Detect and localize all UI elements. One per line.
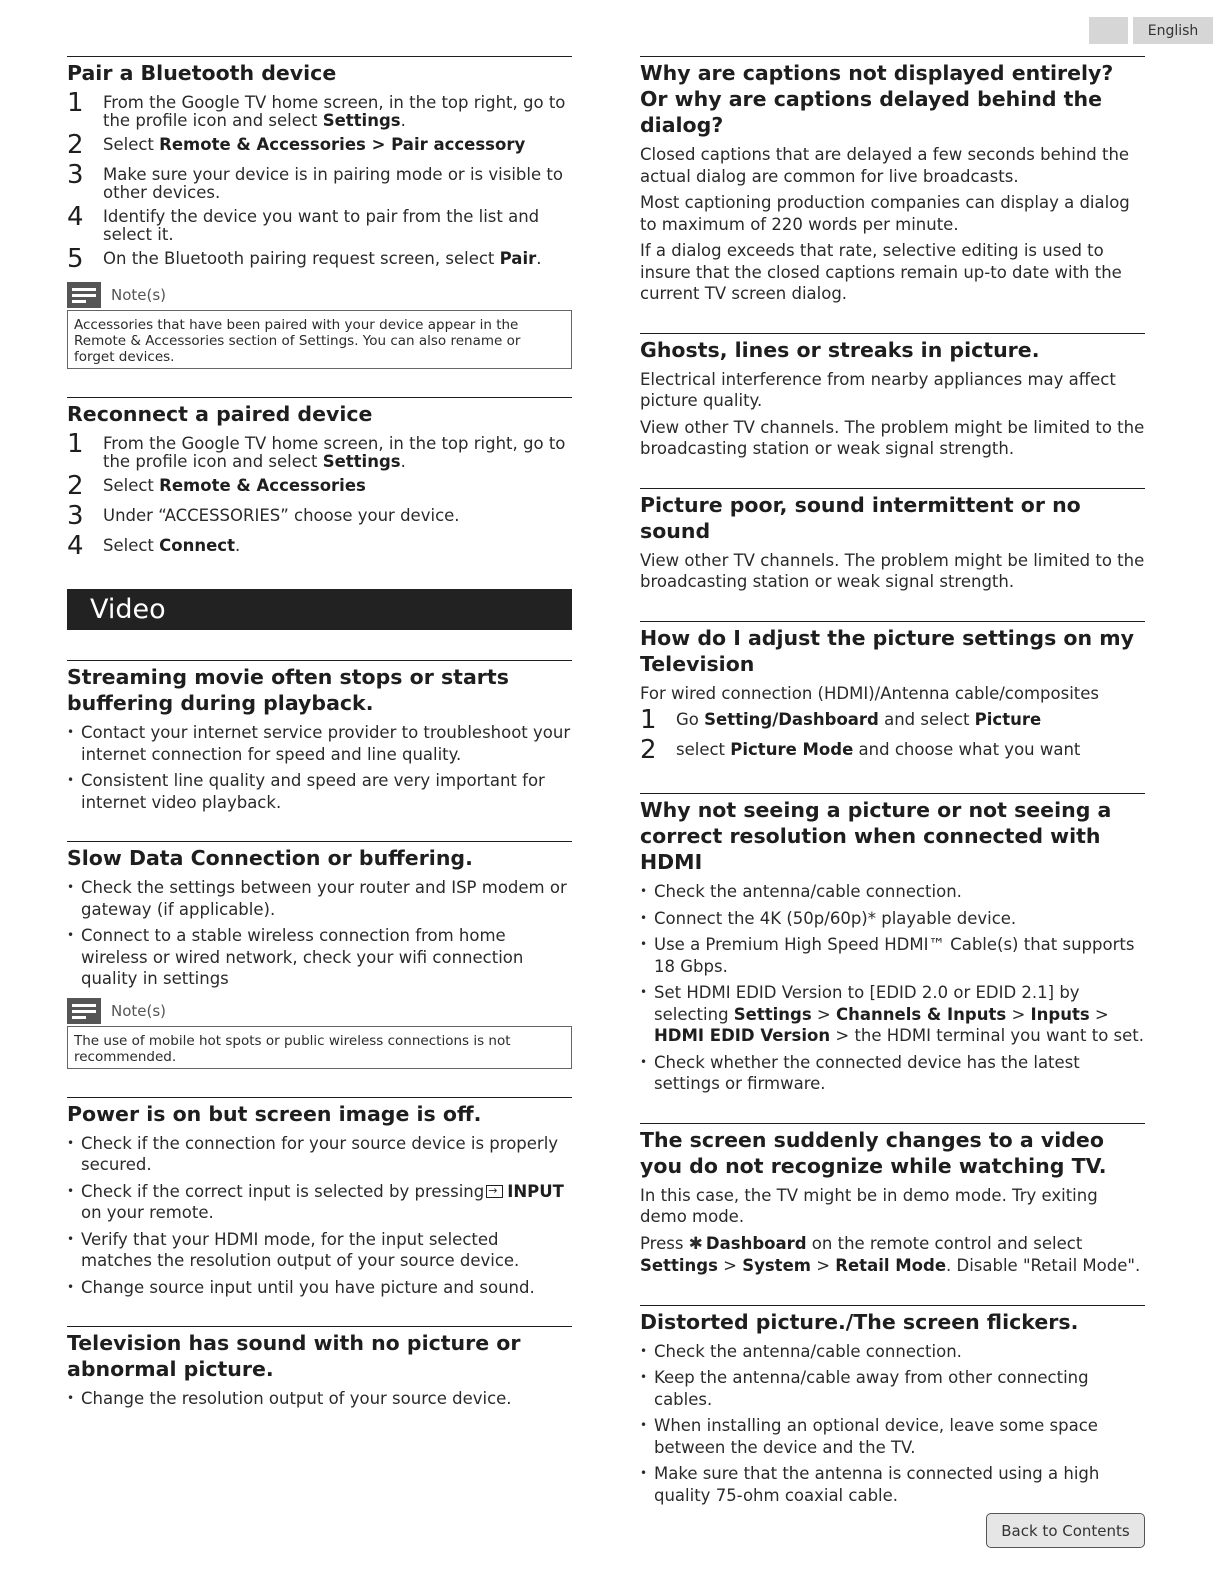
language-tab[interactable]: English — [1133, 17, 1213, 44]
bullet-list — [640, 1341, 1145, 1507]
section-title: How do I adjust the picture settings on my Television — [640, 625, 1134, 676]
step-number: 1 — [640, 705, 657, 735]
bullet-list — [67, 722, 572, 813]
paragraph: If a dialog exceeds that rate, selective editing is used to insure that the closed captions remain up-to date with the current TV screen dialog. — [640, 241, 1122, 303]
section-title: The screen suddenly changes to a video you do not recognize while watching TV. — [640, 1127, 1107, 1178]
section-title: Television has sound with no picture or abnormal picture. — [67, 1331, 521, 1381]
gear-icon: ✱ — [688, 1233, 703, 1254]
section-title: Power is on but screen image is off. — [67, 1101, 482, 1126]
step-number: 3 — [67, 160, 84, 190]
section-title: Why are captions not displayed entirely? Or why are captions delayed behind the dialog? — [640, 61, 1114, 137]
bullet-item: • Verify that your HDMI mode, for the input selected matches the resolution output of your source device. — [67, 1229, 572, 1272]
section-title: Ghosts, lines or streaks in picture. — [640, 337, 1040, 362]
section-adjust-picture — [640, 621, 1145, 766]
adjust-steps — [640, 705, 1145, 765]
section-slow-data — [67, 841, 572, 1069]
section-title: Distorted picture./The screen flickers. — [640, 1309, 1079, 1334]
note-label: Note(s) — [111, 1001, 167, 1020]
bullet-item: • Check if the connection for your source device is properly secured. — [67, 1133, 572, 1176]
paragraph: In this case, the TV might be in demo mode. Try exiting demo mode. — [640, 1185, 1098, 1226]
section-title: Streaming movie often stops or starts buffering during playback. — [67, 665, 509, 715]
note-header — [67, 998, 572, 1024]
paragraph: Closed captions that are delayed a few seconds behind the actual dialog are common for live broadcasts. — [640, 145, 1130, 186]
bullet-item: • Check whether the connected device has the latest settings or firmware. — [640, 1052, 1145, 1095]
section-captions — [640, 56, 1145, 305]
bullet-item: • Check the antenna/cable connection. — [640, 881, 1145, 903]
bullet-item: • Make sure that the antenna is connected using a high quality 75-ohm coaxial cable. — [640, 1463, 1145, 1506]
reconnect-steps — [67, 429, 572, 561]
bullet-item: • Check if the correct input is selected by pressing→ INPUT on your remote. — [67, 1181, 572, 1224]
section-title: Why not seeing a picture or not seeing a correct resolution when connected with HDMI — [640, 798, 1112, 874]
paragraph: View other TV channels. The problem might be limited to the broadcasting station or weak signal strength. — [640, 417, 1145, 458]
bullet-list — [640, 881, 1145, 1095]
step: 2 Select Remote & Accessories — [67, 471, 366, 501]
step: 5 On the Bluetooth pairing request screen, select Pair. — [67, 244, 542, 274]
paragraph: Electrical interference from nearby appliances may affect picture quality. — [640, 369, 1116, 410]
step-number: 2 — [67, 471, 84, 501]
bullet-list — [67, 877, 572, 990]
paragraph: Press ✱ Dashboard on the remote control and select Settings > System > Retail Mode. Disable "Retail Mode". — [640, 1233, 1141, 1275]
back-to-contents-button[interactable]: Back to Contents — [986, 1513, 1145, 1548]
section-power-on — [67, 1097, 572, 1299]
section-title: Reconnect a paired device — [67, 402, 373, 426]
bullet-item: • Keep the antenna/cable away from other connecting cables. — [640, 1367, 1145, 1410]
bullet-item: • Connect to a stable wireless connection from home wireless or wired network, check your wifi connection quality in settings — [67, 925, 572, 990]
bullet-item: • Use a Premium High Speed HDMI™ Cable(s) that supports 18 Gbps. — [640, 934, 1145, 977]
note-box: Accessories that have been paired with your device appear in the Remote & Accessories section of Settings. You can also rename or forget devices. — [67, 310, 572, 369]
step-number: 2 — [640, 735, 657, 765]
note-label: Note(s) — [111, 286, 167, 304]
video-banner: Video — [67, 589, 572, 630]
language-blank-tab[interactable] — [1089, 17, 1128, 44]
left-column — [67, 56, 572, 1438]
step: 3 Make sure your device is in pairing mode or is visible to other devices. — [67, 160, 563, 202]
step-number: 4 — [67, 531, 84, 561]
step: 2 select Picture Mode and choose what you want — [640, 735, 1081, 765]
step-number: 3 — [67, 501, 84, 531]
pair-steps — [67, 88, 572, 274]
step: 1 From the Google TV home screen, in the top right, go to the profile icon and select Settings. — [67, 88, 566, 130]
section-no-picture — [67, 1326, 572, 1410]
section-picture-poor — [640, 488, 1145, 593]
bullet-item: • Check the antenna/cable connection. — [640, 1341, 1145, 1363]
bullet-item: • Consistent line quality and speed are very important for internet video playback. — [67, 770, 572, 813]
input-icon — [486, 1185, 503, 1198]
step-number: 1 — [67, 88, 84, 118]
section-title: Picture poor, sound intermittent or no sound — [640, 492, 1081, 543]
bullet-item: • Connect the 4K (50p/60p)* playable device. — [640, 908, 1145, 930]
step: 1 From the Google TV home screen, in the top right, go to the profile icon and select Settings. — [67, 429, 566, 471]
step-number: 1 — [67, 429, 84, 459]
note-box: The use of mobile hot spots or public wireless connections is not recommended. — [67, 1026, 572, 1069]
step-number: 5 — [67, 244, 84, 274]
note-icon — [67, 282, 101, 308]
paragraph: Most captioning production companies can display a dialog to maximum of 220 words per minute. — [640, 193, 1130, 234]
step: 3 Under “ACCESSORIES” choose your device. — [67, 501, 460, 531]
step: 1 Go Setting/Dashboard and select Picture — [640, 705, 1042, 735]
bullet-item: • Set HDMI EDID Version to [EDID 2.0 or EDID 2.1] by selecting Settings > Channels & Inputs > Inputs > HDMI EDID Version > the HDMI terminal you want to set. — [640, 982, 1145, 1047]
bullet-item: • Change source input until you have picture and sound. — [67, 1277, 572, 1299]
section-ghosts — [640, 333, 1145, 460]
step-number: 2 — [67, 130, 84, 160]
note-icon — [67, 998, 101, 1024]
note-header — [67, 282, 572, 308]
section-hdmi — [640, 793, 1145, 1095]
section-streaming — [67, 660, 572, 813]
step: 4 Select Connect. — [67, 531, 241, 561]
section-title: Pair a Bluetooth device — [67, 61, 337, 85]
bullet-item: • When installing an optional device, leave some space between the device and the TV. — [640, 1415, 1145, 1458]
step-number: 4 — [67, 202, 84, 232]
section-pair-bluetooth — [67, 56, 572, 369]
bullet-item: • Change the resolution output of your source device. — [67, 1388, 572, 1410]
step: 2 Select Remote & Accessories > Pair accessory — [67, 130, 526, 160]
bullet-list — [67, 1133, 572, 1299]
paragraph: View other TV channels. The problem might be limited to the broadcasting station or weak signal strength. — [640, 550, 1145, 591]
section-demo-mode — [640, 1123, 1145, 1277]
bullet-item: • Contact your internet service provider to troubleshoot your internet connection for speed and line quality. — [67, 722, 572, 765]
section-distorted — [640, 1305, 1145, 1507]
section-reconnect — [67, 397, 572, 561]
bullet-item: • Check the settings between your router and ISP modem or gateway (if applicable). — [67, 877, 572, 920]
paragraph: For wired connection (HDMI)/Antenna cable/composites — [640, 683, 1099, 703]
right-column — [640, 56, 1145, 1534]
bullet-list — [67, 1388, 572, 1410]
step: 4 Identify the device you want to pair from the list and select it. — [67, 202, 540, 244]
section-title: Slow Data Connection or buffering. — [67, 846, 473, 870]
